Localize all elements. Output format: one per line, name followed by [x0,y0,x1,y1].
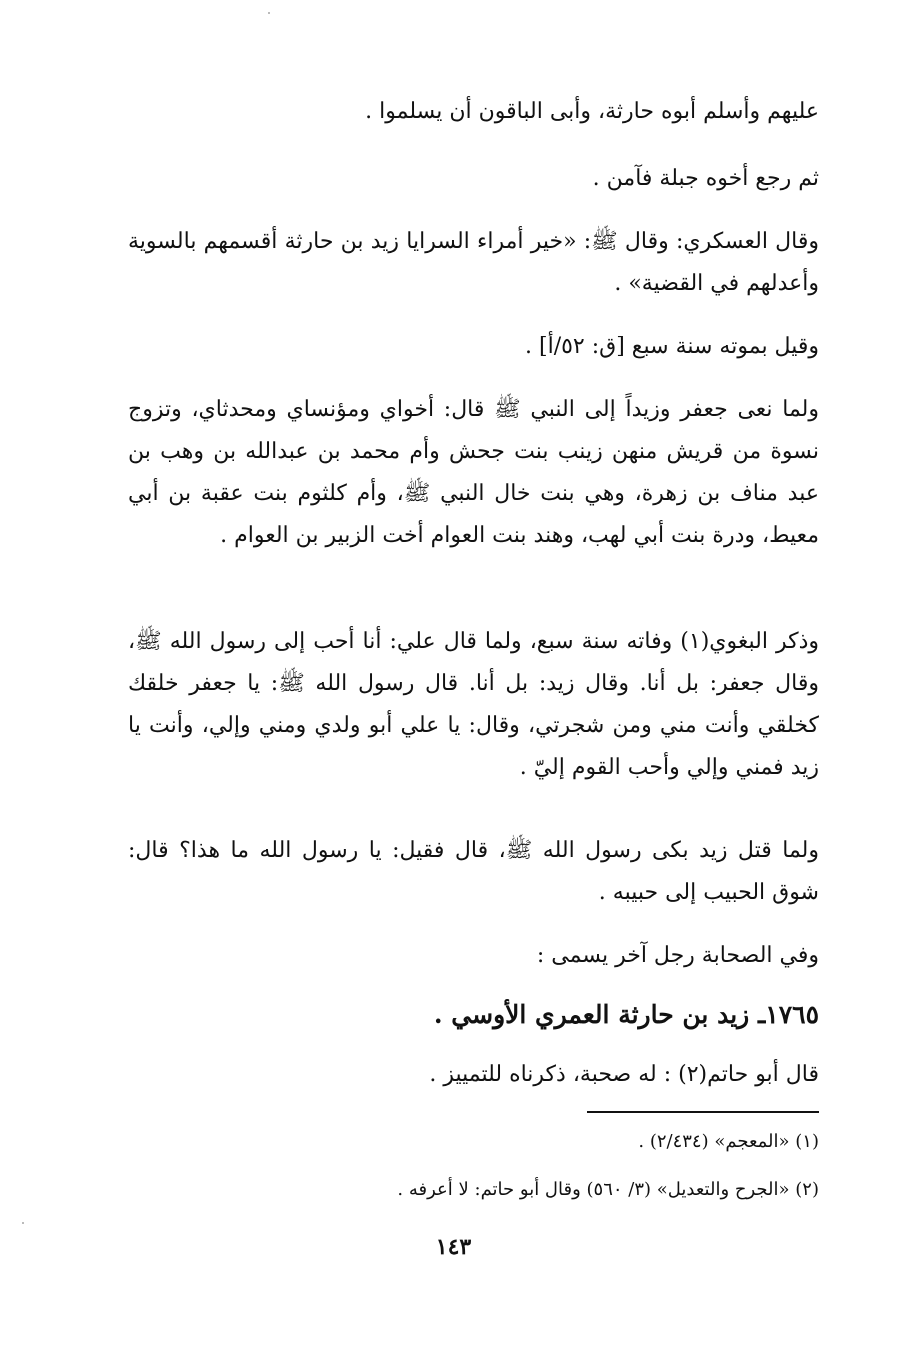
paragraph-4: وقيل بموته سنة سبع [ق: ٥٢/أ] . [525,334,819,359]
page-number: ١٤٣ [435,1234,472,1260]
entry-text: قال أبو حاتم(٢) : له صحبة، ذكرناه للتمييز . [429,1062,819,1087]
scan-speck [22,1222,24,1224]
paragraph-5: ولما نعى جعفر وزيداً إلى النبي ﷺ قال: أخواي ومؤنساي ومحدثاي، وتزوج نسوة من قريش منهن زينب بنت جحش وأم محمد بن عبدالله بن وهب بن عبد مناف بن زهرة، وهي بنت خال النبي ﷺ، وأم كلثوم بنت عقبة بن أبي معيط، ودرة بنت أبي لهب، وهند بنت العوام أخت الزبير بن العوام . [128,397,819,548]
paragraph-6: وذكر البغوي(١) وفاته سنة سبع، ولما قال علي: أنا أحب إلى رسول الله ﷺ، وقال جعفر: بل أنا. وقال زيد: بل أنا. قال رسول الله ﷺ: يا جعفر خلقك كخلقي وأنت مني ومن شجرتي، وقال: يا علي أبو ولدي ومني وإلي، وأنت يا زيد فمني وإلي وأحب القوم إليّ . [128,629,819,780]
paragraph-7: ولما قتل زيد بكى رسول الله ﷺ، قال فقيل: يا رسول الله ما هذا؟ قال: شوق الحبيب إلى حبيبه . [128,838,819,905]
paragraph-8: وفي الصحابة رجل آخر يسمى : [536,943,819,968]
entry-heading: ١٧٦٥ـ زيد بن حارثة العمري الأوسي . [433,1000,819,1029]
footnote-separator [587,1111,819,1113]
paragraph-3: وقال العسكري: وقال ﷺ: «خير أمراء السرايا زيد بن حارثة أقسمهم بالسوية وأعدلهم في القضية» . [128,229,819,296]
footnote-2: (٢) «الجرح والتعديل» (٣/ ٥٦٠) وقال أبو حاتم: لا أعرفه . [397,1179,819,1200]
paragraph-2: ثم رجع أخوه جبلة فآمن . [592,166,819,191]
scan-speck [268,12,270,14]
paragraph-1: عليهم وأسلم أبوه حارثة، وأبى الباقون أن يسلموا . [365,99,819,124]
footnote-1: (١) «المعجم» (٢/٤٣٤) . [638,1131,819,1152]
